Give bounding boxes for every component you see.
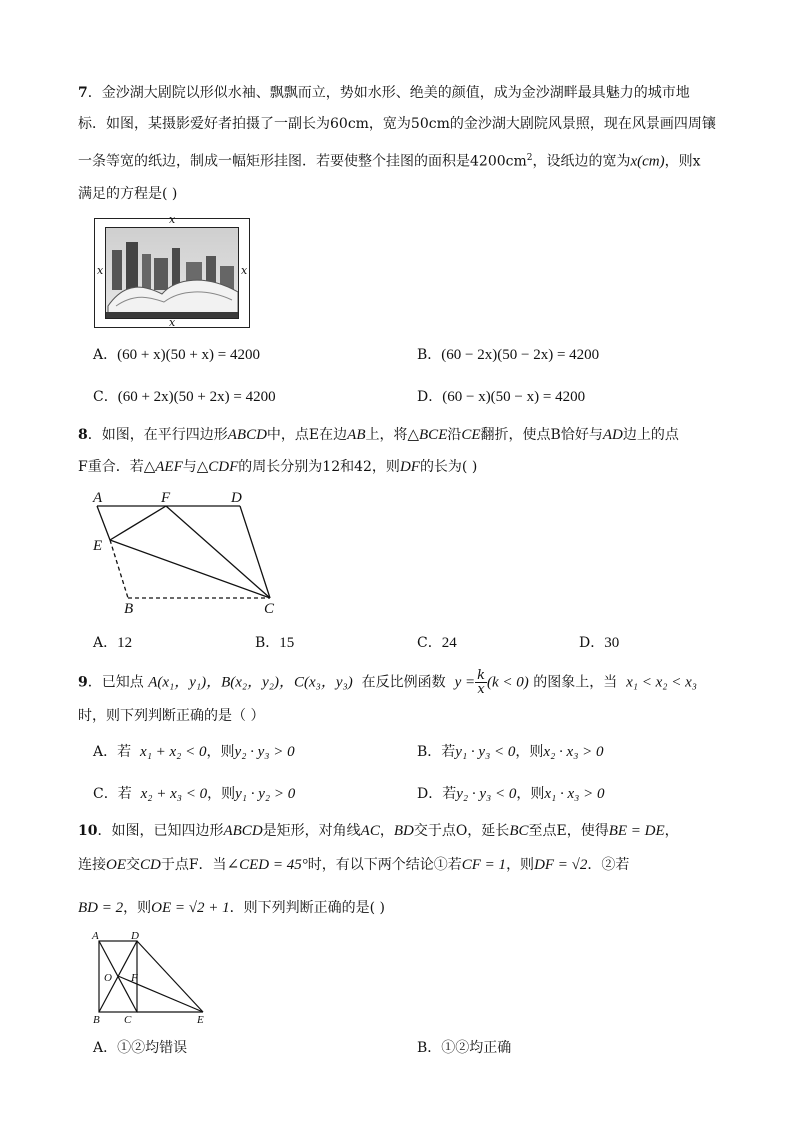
tower-shape <box>142 254 151 290</box>
q9-option-c: C．若 x₂ + x₃ < 0，则y₁ · y₂ > 0 <box>93 786 296 802</box>
q10-option-a: A．①②均错误 <box>93 1040 188 1056</box>
q7-label-bottom: x <box>169 316 176 329</box>
q9-option-a: A．若 x₁ + x₂ < 0，则y₂ · y₃ > 0 <box>93 744 295 760</box>
q8-label-a: A <box>93 490 103 506</box>
q10-label-c: C <box>124 1014 132 1026</box>
q8-edge-ae <box>97 506 110 540</box>
q8-option-b: B．15 <box>255 635 295 651</box>
q8-label-c: C <box>264 601 275 617</box>
q8-line1: 8．如图，在平行四边形ABCD中，点E在边AB上，将△BCE沿CE翻折，使点B恰好与AD边上的点 <box>78 427 679 443</box>
q9-fraction: $\frac{k}{x}$ <box>477 668 485 697</box>
q7-option-d: D．(60 − x)(50 − x) = 4200 <box>417 389 586 405</box>
q9-option-d: D．若y₂ · y₃ < 0，则x₁ · x₃ > 0 <box>417 786 605 802</box>
q9-line2: 时，则下列判断正确的是（ ） <box>78 708 265 724</box>
q10-label-d: D <box>131 930 139 942</box>
q10-label-f: F <box>131 972 138 984</box>
q7-figure <box>94 213 250 329</box>
tower-shape <box>126 242 138 290</box>
q8-line2: F重合．若△AEF与△CDF的周长分别为12和42，则DF的长为( ) <box>78 459 478 475</box>
q10-option-b: B．①②均正确 <box>417 1040 512 1056</box>
q9-option-b: B．若y₁ · y₃ < 0，则x₂ · x₃ > 0 <box>417 744 604 760</box>
q7-label-top: x <box>169 213 176 226</box>
q10-seg-de <box>137 941 203 1012</box>
q10-line3: BD = 2，则OE = √2 + 1．则下列判断正确的是( ) <box>78 900 385 916</box>
q8-edge-eb <box>110 540 128 598</box>
q7-label-left: x <box>97 264 104 277</box>
q7-option-a: A．(60 + x)(50 + x) = 4200 <box>93 347 260 363</box>
q7-line4: 满足的方程是( ) <box>78 186 178 202</box>
q7-label-right: x <box>241 264 248 277</box>
q8-label-e: E <box>93 538 103 554</box>
q10-label-e: E <box>197 1014 204 1026</box>
q8-option-a: A．12 <box>93 635 133 651</box>
q8-edge-ec <box>110 540 270 598</box>
q10-label-o: O <box>104 972 112 984</box>
q7-line2: 标．如图，某摄影爱好者拍摄了一副长为60cm，宽为50cm的金沙湖大剧院风景照，现在风景画四周镶 <box>78 116 716 132</box>
q10-label-b: B <box>93 1014 100 1026</box>
q9-line1: 9．已知点 A(x₁，y₁)，B(x₂，y₂)，C(x₃，y₃) 在反比例函数 y = $\frac{k}{x}$ (k < 0) 的图象上，当 x₁ < x₂ < x₃ <box>78 668 697 697</box>
q7-option-c: C．(60 + 2x)(50 + 2x) = 4200 <box>93 389 276 405</box>
q8-label-f: F <box>161 490 171 506</box>
q7-photo <box>105 227 239 319</box>
q8-label-b: B <box>124 601 134 617</box>
q8-option-d: D．30 <box>579 635 620 651</box>
q7-line1: 7．金沙湖大剧院以形似水袖、飘飘而立，势如水形、绝美的颜值，成为金沙湖畔最具魅力的城市地 <box>78 85 690 101</box>
tower-shape <box>112 250 122 290</box>
q8-edge-dc <box>240 506 270 598</box>
q8-option-c: C．24 <box>417 635 457 651</box>
q8-edge-ef <box>110 506 166 540</box>
q10-line2: 连接OE交CD于点F．当∠CED = 45°时，有以下两个结论①若CF = 1，则DF = √2．②若 <box>78 857 630 873</box>
q8-label-d: D <box>231 490 242 506</box>
tower-shape <box>154 258 168 290</box>
q7-option-b: B．(60 − 2x)(50 − 2x) = 4200 <box>417 347 600 363</box>
q10-label-a: A <box>92 930 99 942</box>
q10-line1: 10．如图，已知四边形ABCD是矩形，对角线AC，BD交于点O，延长BC至点E，使得BE = DE， <box>78 823 679 839</box>
q7-line3: 一条等宽的纸边，制成一幅矩形挂图．若要使整个挂图的面积是$4200cm^2$，设纸边的宽为x(cm)，则x <box>78 153 701 170</box>
q8-edge-fc <box>166 506 270 598</box>
